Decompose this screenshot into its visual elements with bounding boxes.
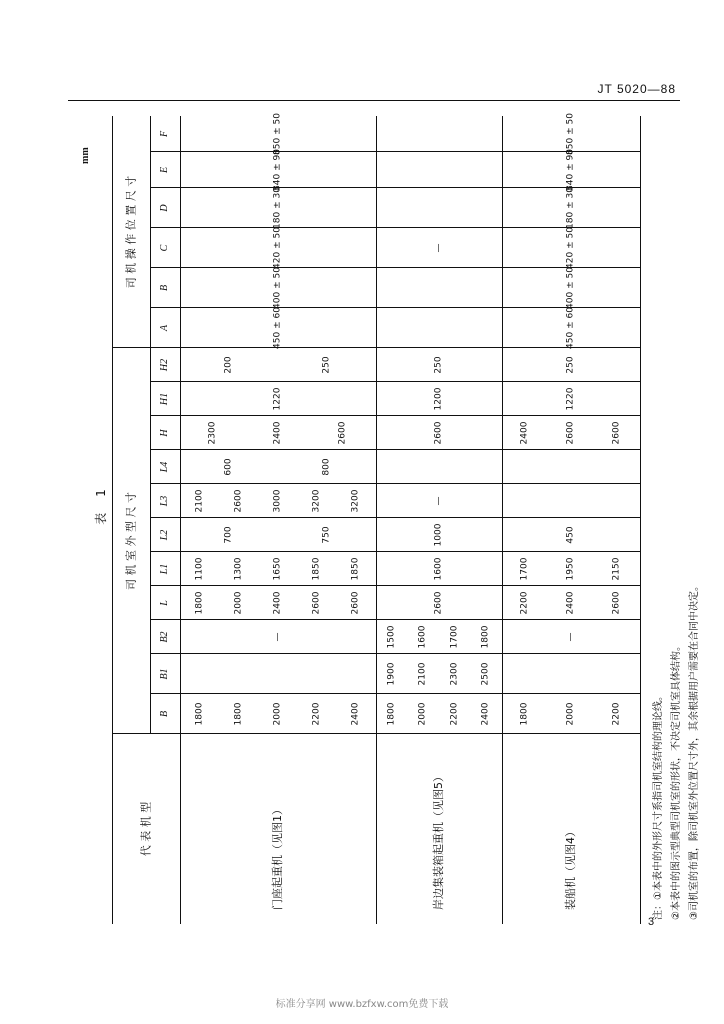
- cell-l1: 1850: [311, 557, 322, 581]
- cell-b: 1800: [194, 702, 205, 726]
- cell-l2: 450: [565, 526, 576, 544]
- header-col-l4: L4: [159, 461, 170, 473]
- cell-h1: 1220: [272, 387, 283, 411]
- cell-l2: 1000: [433, 523, 444, 547]
- header-col-b2: B2: [159, 631, 170, 643]
- cell-op-c: —: [433, 243, 444, 253]
- header-op-col-a: A: [159, 324, 170, 332]
- cell-l3: 3000: [272, 489, 283, 513]
- cell-b: 2400: [480, 702, 491, 726]
- column-rule: [150, 449, 640, 450]
- column-rule: [150, 653, 640, 654]
- cell-h: 2400: [519, 421, 530, 445]
- cell-l4: 600: [223, 458, 234, 476]
- cell-b: 2000: [417, 702, 428, 726]
- cell-l4: 800: [321, 458, 332, 476]
- column-rule: [150, 619, 640, 620]
- cell-op-a: 450 ± 60: [272, 307, 283, 349]
- cell-l3: 2100: [194, 489, 205, 513]
- cell-h: 2600: [611, 421, 622, 445]
- cell-l2: 750: [321, 526, 332, 544]
- cell-b: 2200: [311, 702, 322, 726]
- cell-h: 2400: [272, 421, 283, 445]
- cell-b2: 1500: [386, 625, 397, 649]
- cell-l1: 1650: [272, 557, 283, 581]
- table-title: 表 1: [94, 483, 108, 525]
- cell-h: 2300: [207, 421, 218, 445]
- header-col-h2: H2: [159, 358, 170, 372]
- cell-b1: 2500: [480, 662, 491, 686]
- note-line: ②本表中的图示型典型司机室的形状，不决定司机室具体结构。: [671, 641, 682, 920]
- cell-l1: 1950: [565, 557, 576, 581]
- cell-l: 2000: [233, 591, 244, 615]
- note-line: ③司机室的布置，除司机室外位置尺寸外，其余根据用户需要在合同中决定。: [689, 581, 700, 920]
- cell-l1: 1600: [433, 557, 444, 581]
- cell-l1: 1100: [194, 557, 205, 581]
- header-col-h1: H1: [159, 392, 170, 406]
- cell-op-e: 840 ± 90: [565, 149, 576, 191]
- column-rule: [150, 381, 640, 382]
- cell-h1: 1200: [433, 387, 444, 411]
- cell-l1: 2150: [611, 557, 622, 581]
- row-model-label: 岸边集装箱起重机（见图5）: [432, 771, 445, 910]
- header-col-l: L: [159, 600, 170, 606]
- header-op-col-f: F: [159, 130, 170, 138]
- cell-b: 2000: [272, 702, 283, 726]
- cell-l1: 1700: [519, 557, 530, 581]
- row-rule: [502, 116, 503, 924]
- cell-b2: 1600: [417, 625, 428, 649]
- row-rule: [376, 116, 377, 924]
- cell-h2: 250: [433, 356, 444, 374]
- watermark-text: 标准分享网 www.bzfxw.com免费下载: [275, 999, 449, 1010]
- cell-h: 2600: [565, 421, 576, 445]
- cell-b: 1800: [233, 702, 244, 726]
- cell-h: 2600: [337, 421, 348, 445]
- column-rule: [150, 585, 640, 586]
- cell-l: 2200: [519, 591, 530, 615]
- cell-l3: 3200: [350, 489, 361, 513]
- table-top-rule: [112, 116, 113, 924]
- group-header-rule: [150, 116, 151, 734]
- cell-op-d: 180 ± 30: [272, 187, 283, 229]
- cell-l1: 1300: [233, 557, 244, 581]
- cell-l3: 2600: [233, 489, 244, 513]
- header-outline-group: 司 机 室 外 型 尺 寸: [124, 492, 138, 590]
- cell-b: 2000: [565, 702, 576, 726]
- header-col-l1: L1: [159, 563, 170, 575]
- cell-b: 2200: [611, 702, 622, 726]
- cell-l: 2600: [433, 591, 444, 615]
- cell-b: 2400: [350, 702, 361, 726]
- cell-op-f: 850 ± 50: [272, 113, 283, 155]
- cell-b2: —: [272, 632, 283, 642]
- header-operation-group: 司 机 操 作 位 置 尺 寸: [124, 175, 138, 289]
- header-model: 代 表 机 型: [139, 801, 153, 857]
- cell-op-bop: 400 ± 50: [272, 267, 283, 309]
- cell-b1: 2300: [449, 662, 460, 686]
- column-rule: [150, 693, 640, 694]
- column-rule: [150, 483, 640, 484]
- page-number: 3: [648, 916, 655, 928]
- cell-l: 2600: [350, 591, 361, 615]
- cell-op-c: 420 ± 50: [272, 227, 283, 269]
- cell-l3: 3200: [311, 489, 322, 513]
- cell-l: 1800: [194, 591, 205, 615]
- column-rule: [150, 415, 640, 416]
- cell-op-d: 180 ± 30: [565, 187, 576, 229]
- header-col-l3: L3: [159, 495, 170, 507]
- cell-l: 2400: [565, 591, 576, 615]
- cell-l2: 700: [223, 526, 234, 544]
- row-model-label: 门座起重机（见图1）: [271, 804, 284, 910]
- cell-h1: 1220: [565, 387, 576, 411]
- cell-h: 2600: [433, 421, 444, 445]
- cell-b: 1800: [519, 702, 530, 726]
- cell-l1: 1850: [350, 557, 361, 581]
- cell-b2: 1700: [449, 625, 460, 649]
- note-line: 注：①本表中的外形尺寸系指司机室结构的理论线。: [653, 691, 664, 920]
- cell-h2: 250: [565, 356, 576, 374]
- header-col-l2: L2: [159, 529, 170, 541]
- cell-b2: 1800: [480, 625, 491, 649]
- header-col-b1: B1: [159, 668, 170, 680]
- cell-b: 2200: [449, 702, 460, 726]
- column-rule: [150, 551, 640, 552]
- cell-l: 2600: [311, 591, 322, 615]
- cell-l3: —: [433, 496, 444, 506]
- header-col-b: B: [159, 710, 170, 718]
- cell-l: 2600: [611, 591, 622, 615]
- header-op-col-d: D: [159, 204, 170, 212]
- cell-h2: 250: [321, 356, 332, 374]
- cell-op-e: 840 ± 90: [272, 149, 283, 191]
- cell-b1: 1900: [386, 662, 397, 686]
- cell-b2: —: [565, 632, 576, 642]
- column-rule: [150, 517, 640, 518]
- cell-h2: 200: [223, 356, 234, 374]
- cell-op-f: 850 ± 50: [565, 113, 576, 155]
- cell-b1: 2100: [417, 662, 428, 686]
- unit-label: mm: [80, 147, 91, 164]
- header-op-col-e: E: [159, 166, 170, 174]
- row-model-label: 装船机（见图4）: [564, 826, 577, 910]
- cell-op-a: 450 ± 60: [565, 307, 576, 349]
- cell-op-c: 420 ± 50: [565, 227, 576, 269]
- cell-l: 2400: [272, 591, 283, 615]
- cell-op-bop: 400 ± 50: [565, 267, 576, 309]
- cell-b: 1800: [386, 702, 397, 726]
- header-op-col-c: C: [159, 244, 170, 252]
- table-bottom-rule: [640, 116, 641, 924]
- header-col-h: H: [159, 429, 170, 437]
- header-op-col-b: B: [159, 284, 170, 292]
- standard-code: JT 5020—88: [597, 82, 676, 96]
- header-bottom-rule: [180, 116, 181, 924]
